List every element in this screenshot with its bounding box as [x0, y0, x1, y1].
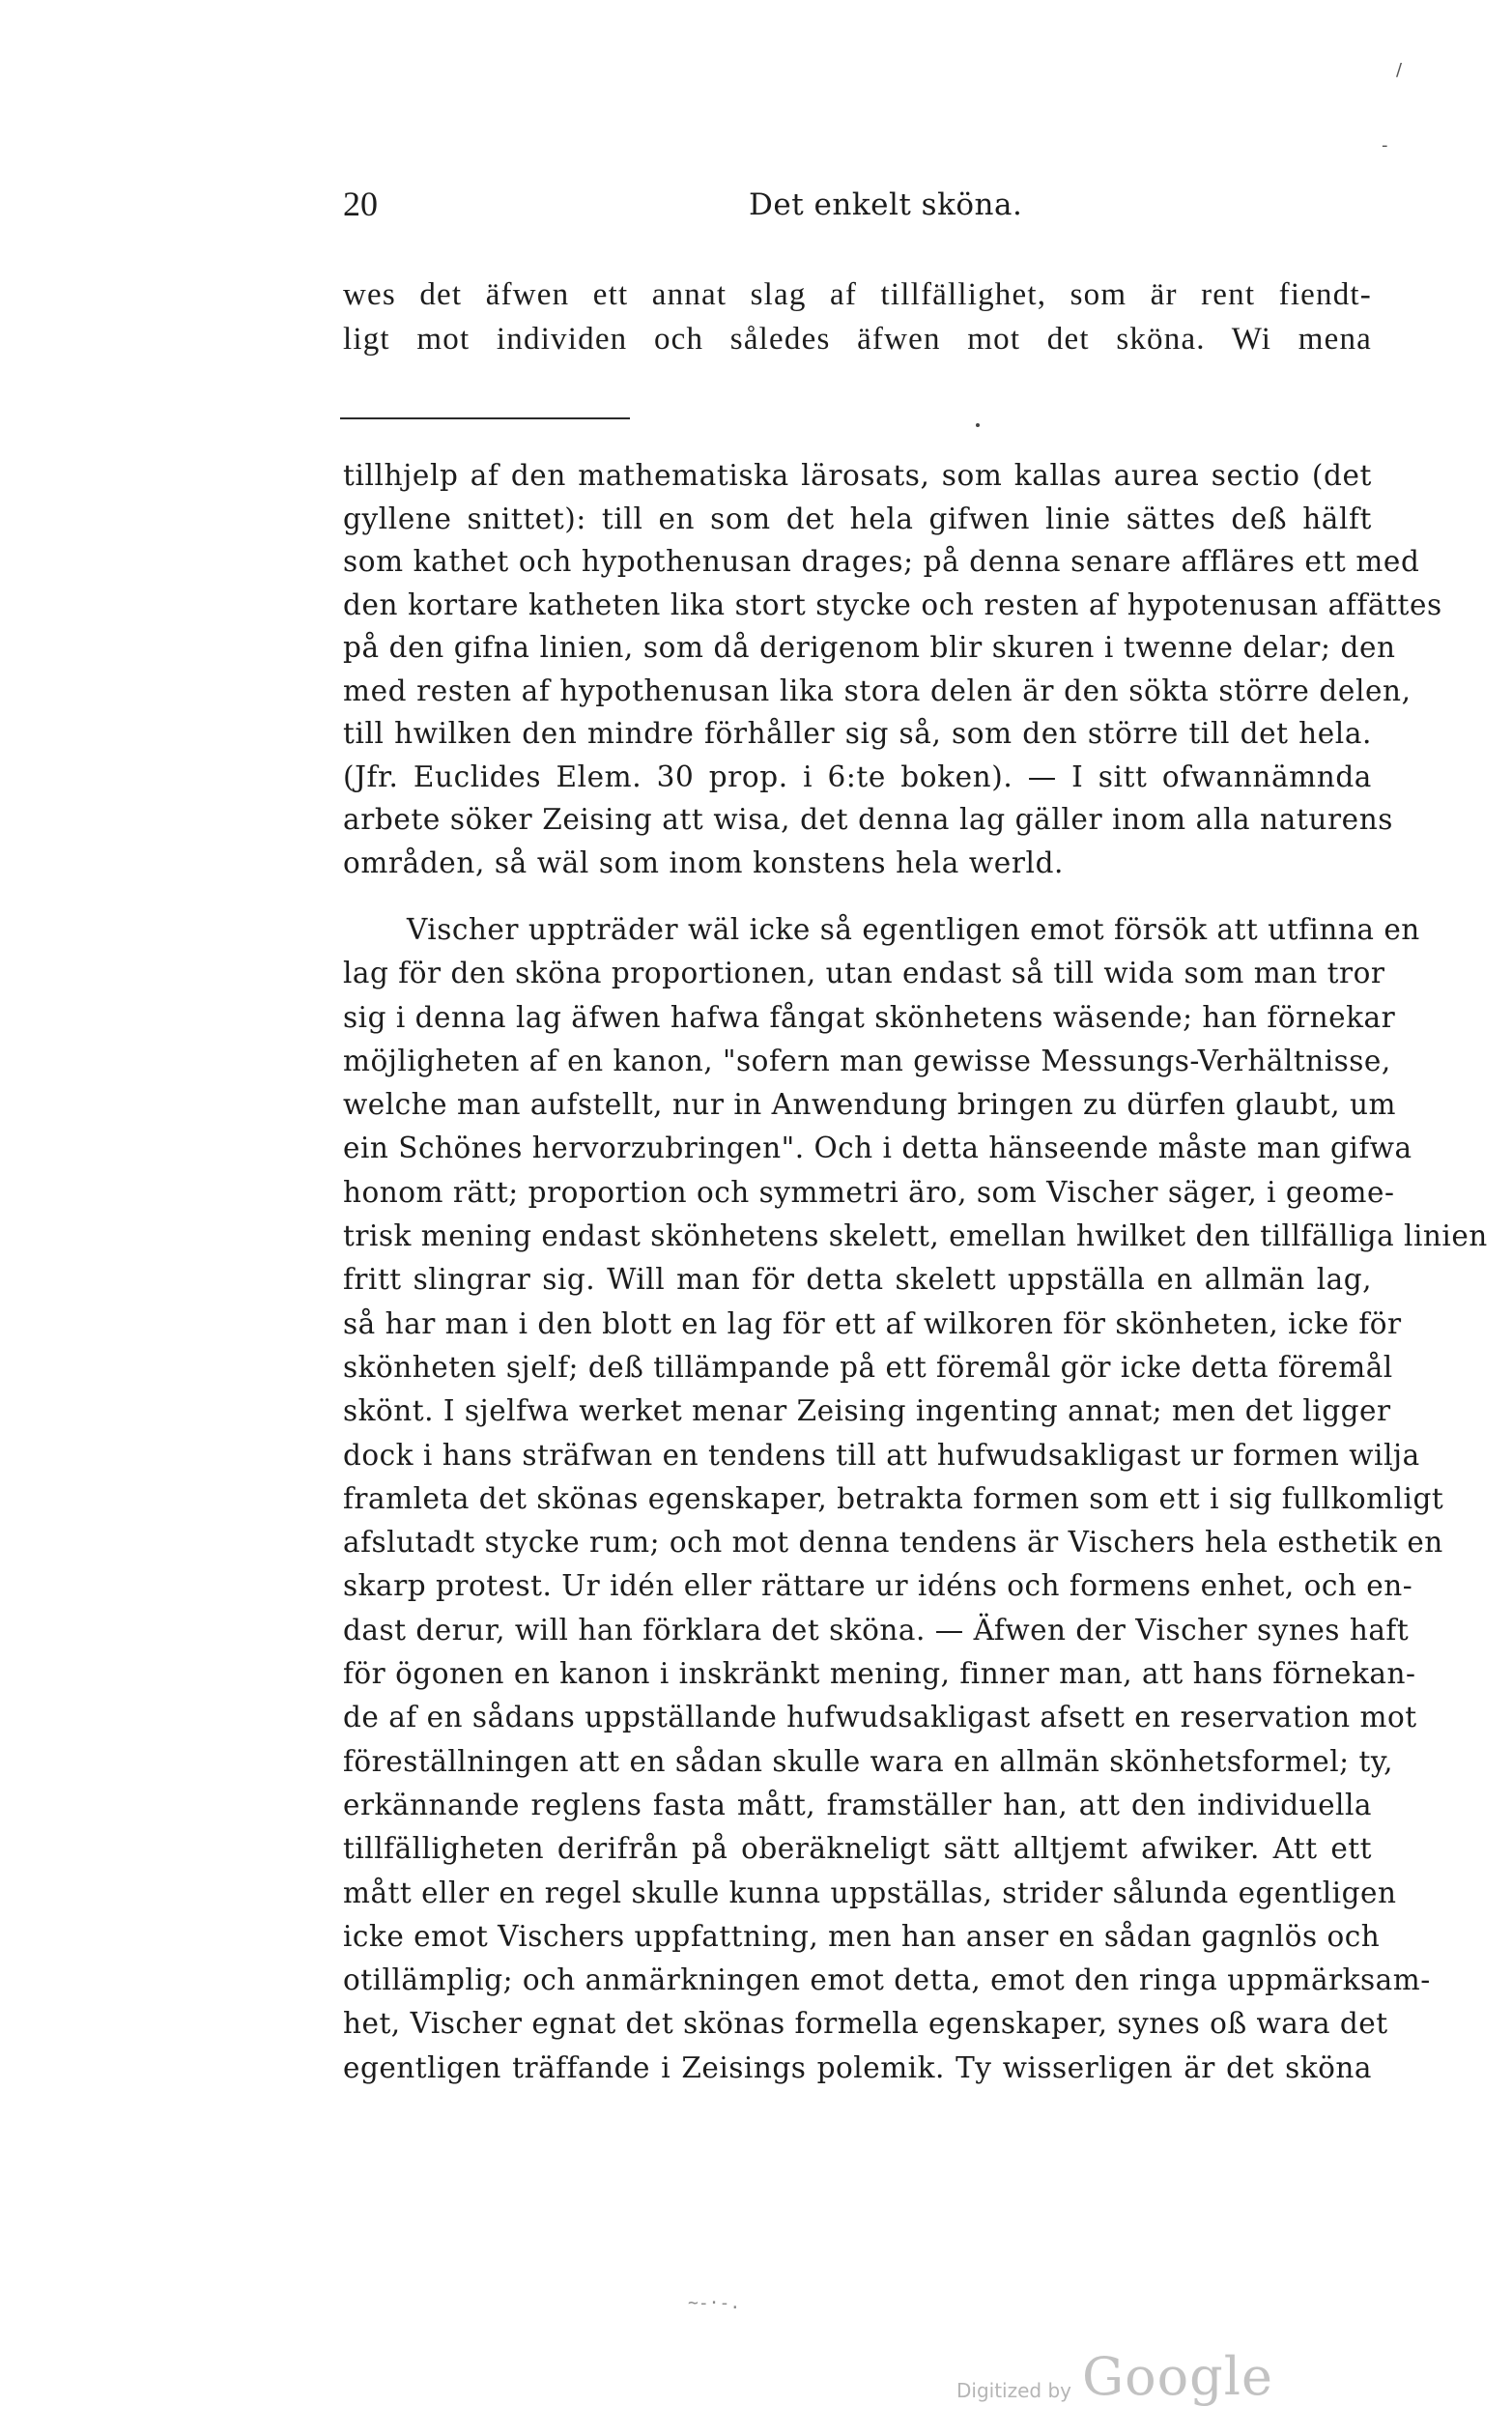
text-line: icke emot Vischers uppfattning, men han anser en sådan gagnlös och — [343, 1919, 1381, 1953]
footnote-line: områden, så wäl som inom konstens hela werld. — [343, 845, 1065, 879]
footnote-line: på den gifna linien, som då derigenom blir skuren i twenne delar; den — [343, 631, 1396, 664]
text-line: welche man aufstellt, nur in Anwendung bringen zu dürfen glaubt, um — [343, 1088, 1396, 1122]
footnote-rule — [340, 417, 630, 419]
footnote-line: arbete söker Zeising att wisa, det denna lag gäller inom alla naturens — [343, 803, 1394, 836]
footnote-line: (Jfr. Euclides Elem. 30 prop. i 6:te boken). — I sitt ofwannämnda — [343, 759, 1372, 793]
digitized-watermark — [956, 2346, 1273, 2414]
text-line: skönt. I sjelfwa werket menar Zeising ingenting annat; men det ligger — [343, 1394, 1391, 1428]
footnote-line: den kortare katheten lika stort stycke och resten af hypotenusan affättes — [343, 587, 1442, 621]
text-line: föreställningen att en sådan skulle wara en allmän skönhetsformel; ty, — [343, 1744, 1393, 1778]
text-line: så har man i den blott en lag för ett af wilkoren för skönheten, icke för — [343, 1306, 1402, 1340]
ink-smudge: ~-·-. — [688, 2293, 741, 2313]
scan-mark: / — [1396, 60, 1403, 80]
footnote-line: tillhjelp af den mathematiska lärosats, som kallas aurea sectio (det — [343, 459, 1372, 492]
footnote-line: med resten af hypothenusan lika stora delen är den sökta större delen, — [343, 673, 1412, 707]
footnote-line: till hwilken den mindre förhåller sig så, som den större till det hela. — [343, 717, 1372, 750]
google-logo: Google — [1082, 2346, 1273, 2407]
text-line: dock i hans sträfwan en tendens till att hufwudsakligast ur formen wilja — [343, 1438, 1420, 1472]
page-header — [343, 184, 1377, 232]
text-line: sig i denna lag äfwen hafwa fångat skönhetens wäsende; han förnekar — [343, 1000, 1396, 1034]
ink-speck — [976, 423, 980, 427]
text-line: otillämplig; och anmärkningen emot detta, emot den ringa uppmärksam- — [343, 1963, 1431, 1997]
text-line: egentligen träffande i Zeisings polemik. Ty wisserligen är det sköna — [343, 2050, 1372, 2084]
footnote-line: gyllene snittet): till en som det hela gifwen linie sättes deß hälft — [343, 501, 1372, 535]
main-text-top — [343, 272, 1372, 361]
footnote-line: som kathet och hypothenusan drages; på denna senare affläres ett med — [343, 545, 1420, 578]
text-line: wes det äfwen ett annat slag af tillfällighet, som är rent fiendt- — [343, 277, 1372, 312]
text-line: lag för den sköna proportionen, utan endast så till wida som man tror — [343, 957, 1385, 990]
text-line: framleta det skönas egenskaper, betrakta formen som ett i sig fullkomligt — [343, 1481, 1444, 1515]
page-number: 20 — [343, 185, 378, 223]
paragraph-first-line: Vischer uppträder wäl icke så egentligen emot försök att utfinna en — [407, 913, 1420, 946]
watermark-prefix: Digitized by — [956, 2379, 1071, 2402]
text-line: de af en sådans uppställande hufwudsakligast afsett en reservation mot — [343, 1701, 1417, 1734]
text-line: honom rätt; proportion och symmetri äro, som Vischer säger, i geome- — [343, 1175, 1395, 1209]
scan-mark: - — [1382, 135, 1388, 156]
text-line: tillfälligheten derifrån på oberäkneligt sätt alltjemt afwiker. Att ett — [343, 1832, 1372, 1866]
text-line: erkännande reglens fasta mått, framställer han, att den individuella — [343, 1788, 1372, 1821]
text-line: afslutadt stycke rum; och mot denna tendens är Vischers hela esthetik en — [343, 1526, 1443, 1560]
footnote-block — [343, 454, 1442, 884]
text-line: skarp protest. Ur idén eller rättare ur idéns och formens enhet, och en- — [343, 1569, 1413, 1603]
text-line: skönheten sjelf; deß tillämpande på ett föremål gör icke detta föremål — [343, 1350, 1393, 1384]
main-text-continued — [343, 908, 1488, 2090]
text-line: dast derur, will han förklara det sköna. — Äfwen der Vischer synes haft — [343, 1613, 1410, 1647]
text-line: mått eller en regel skulle kunna uppställas, strider sålunda egentligen — [343, 1876, 1397, 1909]
text-line: fritt slingrar sig. Will man för detta skelett uppställa en allmän lag, — [343, 1263, 1372, 1297]
running-head: Det enkelt sköna. — [749, 187, 1023, 222]
text-line: ligt mot individen och således äfwen mot det sköna. Wi mena — [343, 322, 1372, 357]
text-line: ein Schönes hervorzubringen". Och i detta hänseende måste man gifwa — [343, 1132, 1412, 1165]
text-line: för ögonen en kanon i inskränkt mening, finner man, att hans förnekan- — [343, 1657, 1416, 1691]
text-line: möjligheten af en kanon, "sofern man gewisse Messungs-Verhältnisse, — [343, 1044, 1391, 1077]
text-line: trisk mening endast skönhetens skelett, emellan hwilket den tillfälliga linien — [343, 1219, 1488, 1253]
text-line: het, Vischer egnat det skönas formella egenskaper, synes oß wara det — [343, 2007, 1388, 2041]
